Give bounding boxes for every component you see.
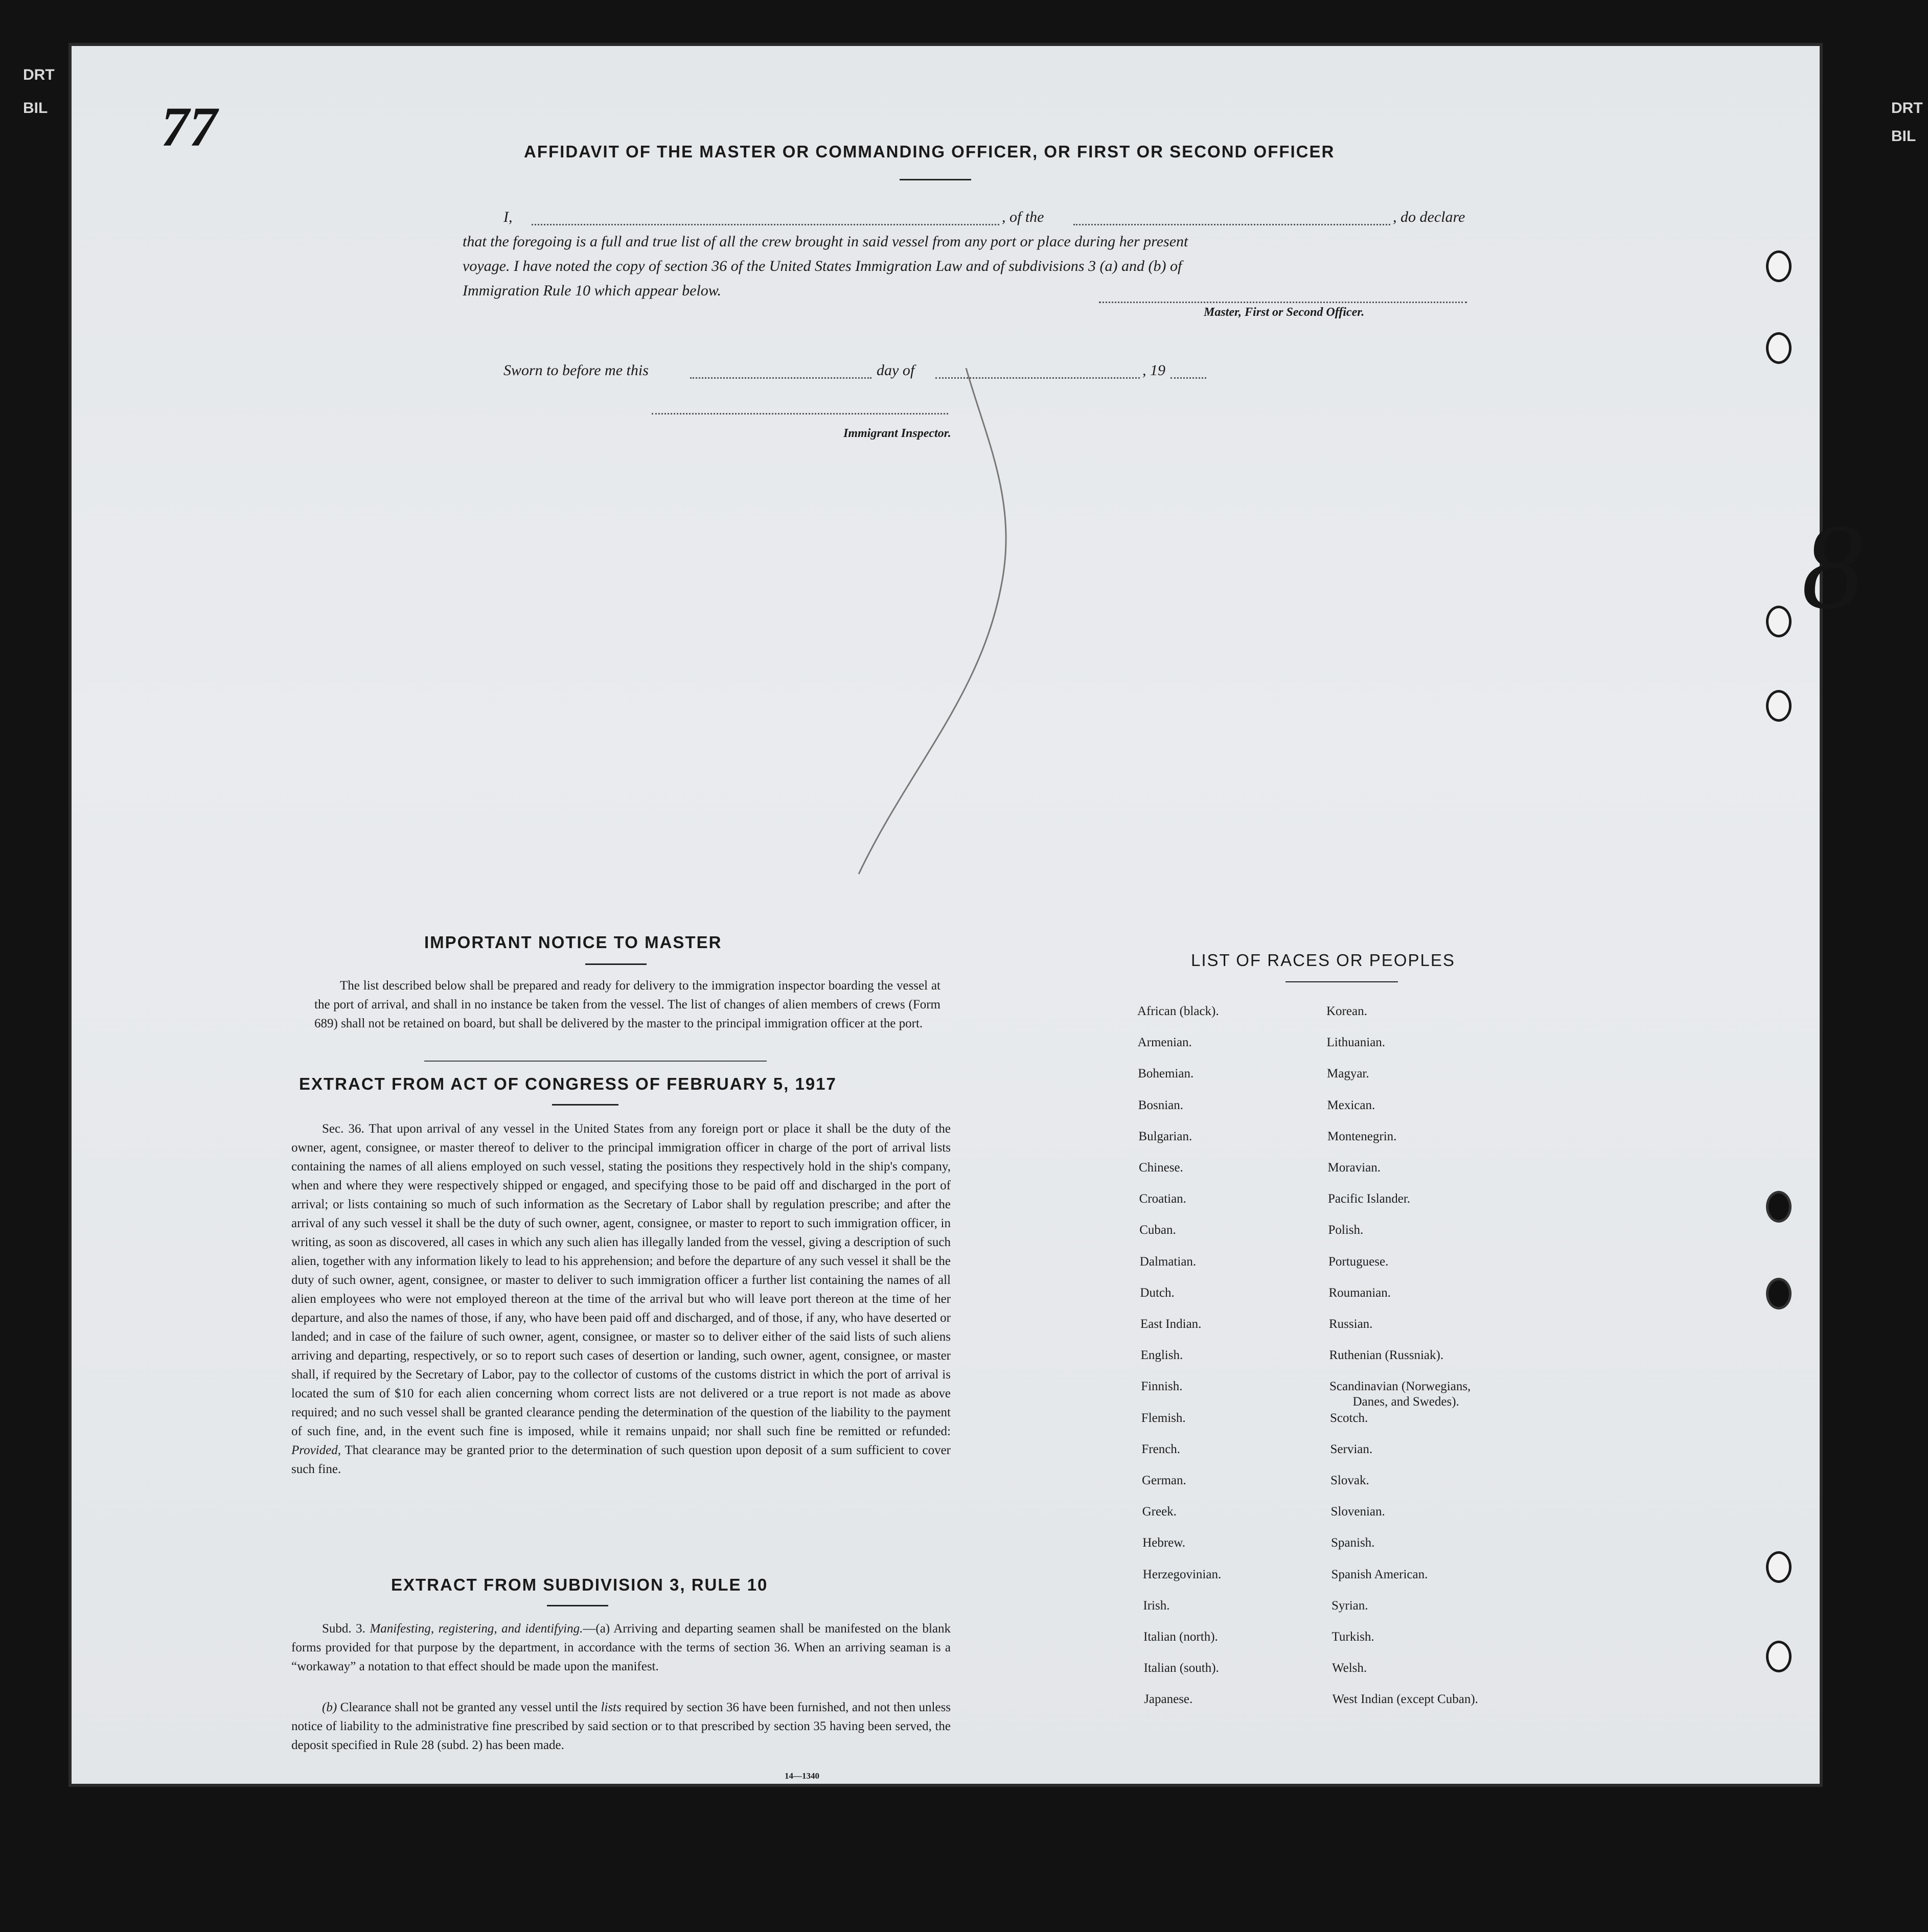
extract-rule-underline [547, 1605, 608, 1606]
extract-rule-title: EXTRACT FROM SUBDIVISION 3, RULE 10 [391, 1575, 768, 1594]
race-item-right: Korean. [1326, 1004, 1367, 1018]
punch-hole [1766, 1191, 1792, 1223]
race-item-right: Ruthenian (Russniak). [1329, 1348, 1444, 1363]
race-item-left: English. [1140, 1348, 1183, 1363]
affidavit-title-underline [900, 179, 971, 180]
race-item-left: Italian (north). [1143, 1630, 1218, 1644]
vessel-name-field[interactable] [1073, 224, 1390, 225]
notice-body: The list described below shall be prepared and ready for delivery to the immigration inspector boarding the vessel at the port of arrival, and shall in no instance be taken from the vessel. The list of changes of alien members of crews (Form 689) shall not be retained on board, but shall be delivered by the master to the principal immigration officer at the port. [314, 979, 940, 1030]
races-title-underline [1286, 981, 1398, 982]
affidavit-title: AFFIDAVIT OF THE MASTER OR COMMANDING OFFICER, OR FIRST OR SECOND OFFICER [524, 142, 1335, 161]
punch-hole [1766, 606, 1792, 637]
race-item-left: Flemish. [1141, 1411, 1186, 1425]
race-item-right: Magyar. [1327, 1067, 1369, 1081]
race-item-right: Mexican. [1327, 1098, 1375, 1112]
inspector-signature-field[interactable] [652, 413, 948, 415]
day-of-text: day of [877, 362, 915, 379]
race-item-right: Slovak. [1330, 1474, 1369, 1487]
race-item-left: Dutch. [1140, 1285, 1175, 1300]
extract-act-title: EXTRACT FROM ACT OF CONGRESS OF FEBRUARY 5, 1917 [299, 1074, 837, 1093]
race-item-left: Greek. [1142, 1505, 1177, 1519]
race-item-left: Bohemian. [1138, 1067, 1194, 1081]
race-item-left: Chinese. [1139, 1161, 1183, 1175]
race-item-left: Irish. [1143, 1598, 1170, 1613]
affidavit-line4: Immigration Rule 10 which appear below. [463, 282, 722, 299]
races-title: LIST OF RACES OR PEOPLES [1191, 951, 1455, 970]
punch-hole [1766, 1641, 1792, 1672]
race-item-left: East Indian. [1140, 1317, 1202, 1331]
sec-label: Sec. 36. [322, 1122, 364, 1136]
form-page [72, 46, 1863, 1784]
sworn-month-field[interactable] [935, 377, 1140, 379]
race-item-right: Moravian. [1327, 1161, 1381, 1175]
handwritten-mark-top-left: 77 [161, 96, 217, 158]
officer-signature-field[interactable] [1099, 302, 1467, 303]
race-item-left: Herzegovinian. [1142, 1567, 1222, 1581]
race-item-left: Italian (south). [1143, 1661, 1219, 1675]
punch-hole [1766, 250, 1792, 282]
race-item-right: Scandinavian (Norwegians, [1329, 1379, 1471, 1394]
race-item-left: French. [1141, 1442, 1181, 1456]
sworn-day-field[interactable] [690, 377, 871, 379]
affidavit-line1-i: I, [503, 209, 513, 225]
subd-label: Subd. 3. [322, 1622, 365, 1636]
provided-label: Provided, [291, 1443, 341, 1457]
sworn-year-field[interactable] [1170, 377, 1206, 379]
race-item-left: Croatian. [1139, 1192, 1186, 1206]
affidavit-line2: that the foregoing is a full and true list of all the crew brought in said vessel from any port or place during her present [463, 233, 1188, 250]
left-margin-tag-top: DRT [23, 66, 55, 83]
part-b-label: (b) [322, 1700, 337, 1714]
part-b-lists: lists [601, 1700, 622, 1714]
race-item-left: Japanese. [1144, 1692, 1193, 1707]
signature-label: Master, First or Second Officer. [1204, 306, 1365, 319]
race-item-right: Turkish. [1332, 1630, 1374, 1644]
notice-divider [424, 1061, 767, 1062]
extract-act-underline [552, 1104, 618, 1106]
left-margin-tag-second: BIL [23, 100, 48, 117]
affidavit-line3: voyage. I have noted the copy of section 36 of the United States Immigration Law and of subdivisions 3 (a) and (b) of [463, 258, 1182, 274]
race-item-left: Cuban. [1139, 1223, 1176, 1237]
race-item-right: Syrian. [1332, 1598, 1368, 1613]
part-b-text-2: required by section 36 have been furnished, and not then unless notice of liability to the administrative fine prescribed by said section or to that prescribed by section 35 having been served, the deposit specified in Rule 28 (subd. 2) has been made. [291, 1700, 951, 1752]
race-item-right: Servian. [1330, 1442, 1373, 1456]
punch-hole [1766, 332, 1792, 364]
right-margin-tag-second: BIL [1891, 128, 1916, 145]
race-item-left: Bulgarian. [1138, 1129, 1192, 1143]
pencil-stroke [848, 368, 1063, 879]
race-item-left: Armenian. [1137, 1036, 1192, 1050]
race-item-right: Lithuanian. [1326, 1036, 1386, 1050]
race-item-right: Roumanian. [1328, 1285, 1391, 1300]
race-item-right: Scotch. [1330, 1411, 1368, 1425]
race-item-right: West Indian (except Cuban). [1332, 1692, 1478, 1707]
race-item-left: Bosnian. [1138, 1098, 1183, 1112]
part-b-text-1: Clearance shall not be granted any vessel until the [340, 1700, 598, 1714]
race-item-right: Pacific Islander. [1328, 1192, 1411, 1206]
race-item-right: Russian. [1329, 1317, 1373, 1331]
punch-hole [1766, 1551, 1792, 1583]
rule-part-b [291, 1698, 951, 1755]
handwritten-mark-right: 8 [1802, 498, 1863, 634]
race-item-right: Welsh. [1332, 1661, 1367, 1675]
notice-title: IMPORTANT NOTICE TO MASTER [424, 933, 722, 952]
sworn-text: Sworn to before me this [503, 362, 649, 379]
race-item-left: German. [1142, 1474, 1186, 1487]
race-item-right: Spanish American. [1331, 1567, 1428, 1581]
subd-heading: Manifesting, registering, and identifying. [370, 1622, 583, 1636]
punch-hole [1766, 1278, 1792, 1309]
extract-act-body [291, 1119, 951, 1479]
affidavit-line1-declare: , do declare [1393, 209, 1465, 225]
race-item-right: Danes, and Swedes). [1352, 1395, 1459, 1409]
affidavit-line1-of-the: , of the [1002, 209, 1044, 225]
rule-part-a [291, 1619, 951, 1676]
race-item-left: Finnish. [1141, 1379, 1183, 1394]
notice-title-underline [585, 963, 647, 965]
master-name-field[interactable] [532, 224, 999, 225]
punch-hole [1766, 690, 1792, 722]
race-item-left: Hebrew. [1142, 1536, 1185, 1550]
year-prefix: , 19 [1142, 362, 1165, 379]
race-item-left: African (black). [1137, 1004, 1219, 1018]
right-margin-tag-top: DRT [1891, 100, 1923, 117]
inspector-label: Immigrant Inspector. [843, 427, 951, 440]
race-item-left: Dalmatian. [1139, 1254, 1197, 1269]
race-item-right: Montenegrin. [1327, 1129, 1397, 1143]
race-item-right: Polish. [1328, 1223, 1364, 1237]
race-item-right: Spanish. [1331, 1536, 1375, 1550]
sec-36-text-end: That clearance may be granted prior to the determination of such question upon deposit of a sum sufficient to cover such fine. [291, 1443, 951, 1476]
subd-part-a-text: —(a) Arriving and departing seamen shall be manifested on the blank forms provided for that purpose by the department, in accordance with the terms of section 36. When an arriving seaman is a “workaway” a notation to that effect should be made upon the manifest. [291, 1622, 951, 1673]
race-item-right: Slovenian. [1330, 1505, 1385, 1519]
form-number: 14—1340 [785, 1771, 819, 1781]
race-item-right: Portuguese. [1328, 1254, 1389, 1269]
sec-36-text: That upon arrival of any vessel in the United States from any foreign port or place it shall be the duty of the owner, agent, consignee, or master thereof to deliver to the principal immigration officer in charge of the port of arrival lists containing the names of all aliens employed on such vessel, stating the positions they respectively hold in the ship's company, when and where they were respectively shipped or engaged, and specifying those to be paid off and discharged in the port of arrival; or lists containing so much of such information as the Secretary of Labor shall by regulation prescribe; and after the arrival of any such vessel it shall be the duty of such owner, agent, consignee, or master to report to such immigration officer, in writing, as soon as discovered, all cases in which any such alien has illegally landed from the vessel, giving a description of such alien, together with any information likely to lead to his apprehension; and before the departure of any such vessel it shall be the duty of such owner, agent, consignee, or master to deliver to such immigration officer a further list containing the names of all alien employees who were not employed thereon at the time of the arrival but who will leave port thereon at the time of her departure, and also the names of those, if any, who have been paid off and discharged, and of those, if any, who have deserted or landed; and in case of the failure of such owner, agent, consignee, or master so to deliver either of the said lists of such aliens arriving and departing, respectively, or so to report such cases of desertion or landing, such owner, agent, consignee, or master shall, if required by the Secretary of Labor, pay to the collector of customs of the customs district in which the port of arrival is located the sum of $10 for each alien concerning whom correct lists are not delivered or a true report is not made as above required; and no such vessel shall be granted clearance pending the determination of the question of the liability to the payment of such fine, and, in the event such fine is imposed, while it remains unpaid; nor shall such fine be remitted or refunded: [291, 1122, 951, 1438]
